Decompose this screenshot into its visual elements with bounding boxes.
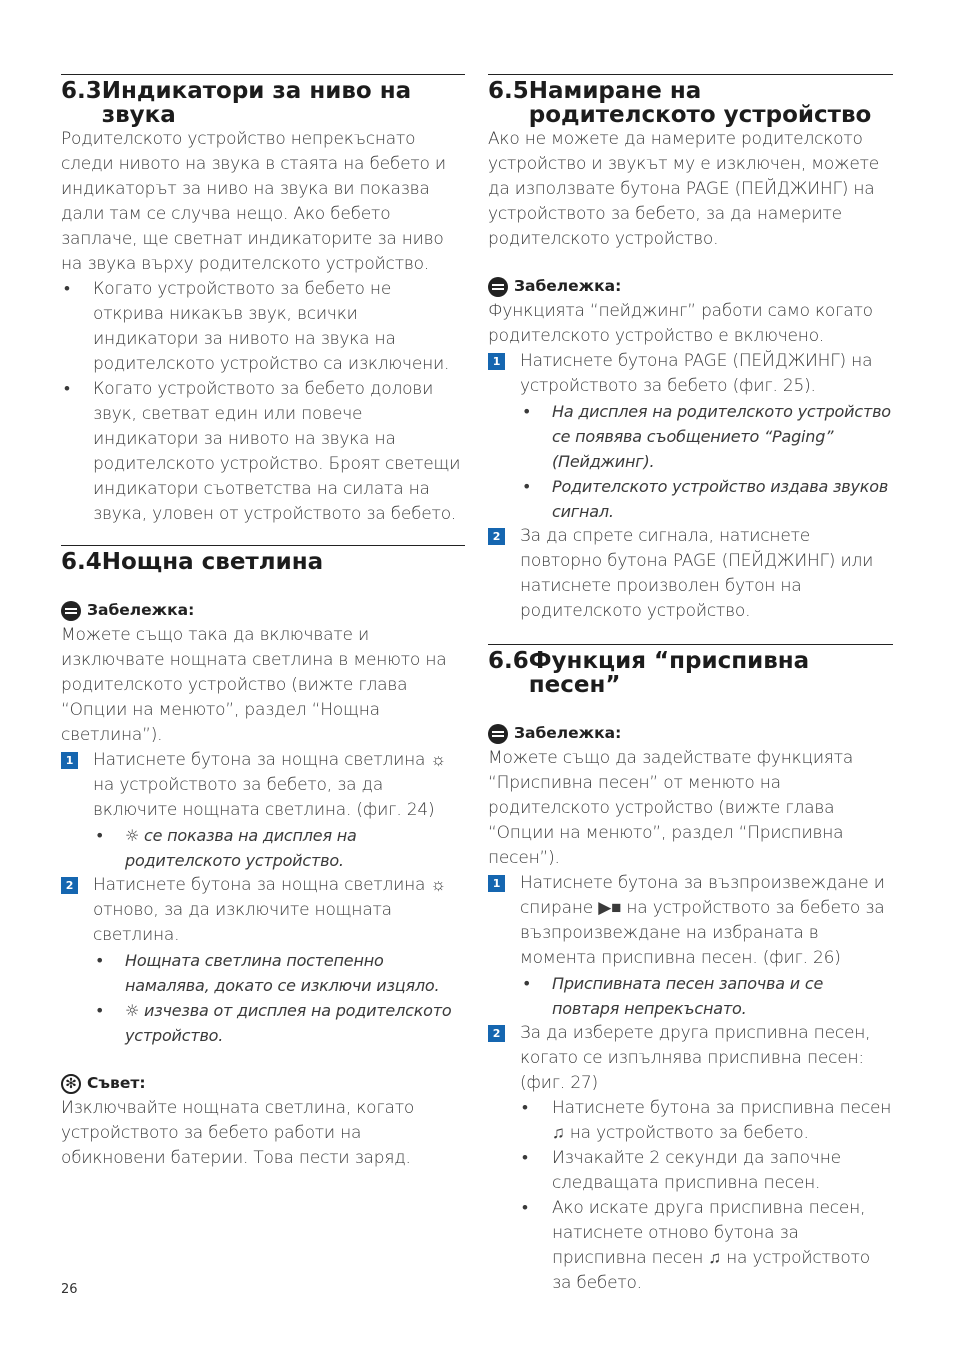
section-number: 6.5 [488,78,529,104]
section-6-3 [61,74,465,527]
section-number: 6.4 [61,549,102,575]
tip-heading [61,1071,465,1096]
step-text: Натиснете бутона за нощна светлина ☼ на устройството за бебето, за да включите нощната светлина. (фиг. 24) [93,750,446,820]
step-text: Натиснете бутона за възпроизвеждане и спиране ▶■ на устройството за бебето за възпроизвеждане на избраната в момента приспивна песен. (фиг. 26) [520,873,885,968]
list-item: • Ако искате друга приспивна песен, натиснете отново бутона за приспивна песен ♫ на устройството за бебето. [488,1196,893,1296]
section-number: 6.6 [488,648,529,674]
section-title: Нощна светлина [101,549,324,575]
note-text: Можете също така да включвате и изключвате нощната светлина в менюто на родителското устройство (вижте глава “Опции на менюто”, раздел “Нощна светлина”). [61,625,447,745]
note-heading [488,274,893,299]
step-number: 2 [61,877,78,894]
step [61,748,465,823]
step-number: 1 [488,353,505,370]
step-text: Натиснете бутона за нощна светлина ☼ отново, за да изключите нощната светлина. [93,875,446,945]
step-text: За да изберете друга приспивна песен, когато се изпълнява приспивна песен: (фиг. 27) [520,1023,871,1093]
list-item: • Когато устройството за бебето долови звук, светват един или повече индикатори за нивото на звука на родителското устройство. Броят светещи индикатори съответства на силата на звука, уловен от устройството за бебето. [61,377,465,527]
note-label: Забележка: [514,724,622,742]
tip-icon: ✻ [61,1074,81,1094]
right-column [488,74,893,1296]
section-6-6 [488,644,893,1296]
step [488,349,893,399]
list-item: • Натиснете бутона за приспивна песен ♫ на устройството за бебето. [488,1096,893,1146]
step-number: 2 [488,1025,505,1042]
list-item: • ☼ се показва на дисплея на родителското устройство. [61,823,465,873]
section-number: 6.3 [61,78,102,104]
list-item: • Изчакайте 2 секунди да започне следващата приспивна песен. [488,1146,893,1196]
paragraph: Родителското устройство непрекъснато следи нивото на звука в стаята на бебето и индикаторът за ниво на звука ви показва дали там се случва нещо. Ако бебето заплаче, ще светнат индикаторите за ниво на звука върху родителското устройство. [61,129,446,274]
step-text: Натиснете бутона PAGE (ПЕЙДЖИНГ) на устройството за бебето (фиг. 25). [520,351,873,396]
page-number: 26 [61,1282,78,1297]
section-6-4 [61,545,465,1171]
tip-text: Изключвайте нощната светлина, когато устройството за бебето работи на обикновени батерии. Това пести заряд. [61,1098,415,1168]
step [488,524,893,624]
step-number: 2 [488,528,505,545]
step-number: 1 [61,752,78,769]
step [488,1021,893,1096]
step-text: За да спрете сигнала, натиснете повторно бутона PAGE (ПЕЙДЖИНГ) или натиснете произволен бутон на родителското устройство. [520,526,874,621]
note-text: Можете също да задействате функцията “Приспивна песен” от менюто на родителското устройство (вижте глава “Опции на менюто”, раздел “Приспивна песен”). [488,748,854,868]
note-heading [61,598,465,623]
note-heading [488,721,893,746]
section-title: Функция “приспивна песен” [528,648,810,698]
section-6-5 [488,74,893,624]
note-icon [488,724,508,744]
paragraph: Ако не можете да намерите родителското устройство и звукът му е изключен, можете да използвате бутона PAGE (ПЕЙДЖИНГ) на устройството за бебето, за да намерите родителското устройство. [488,129,880,249]
note-label: Забележка: [514,277,622,295]
note-icon [488,277,508,297]
list-item: • Приспивната песен започва и се повтаря непрекъснато. [488,971,893,1021]
step [488,871,893,971]
step-number: 1 [488,875,505,892]
note-icon [61,601,81,621]
list-item: • Родителското устройство издава звуков сигнал. [488,474,893,524]
left-column [61,74,465,1171]
list-item: • ☼ изчезва от дисплея на родителското устройство. [61,998,465,1048]
note-text: Функцията “пейджинг” работи само когато родителското устройство е включено. [488,301,873,346]
note-label: Забележка: [87,601,195,619]
list-item: • Когато устройството за бебето не открива никакъв звук, всички индикатори за нивото на звука на родителското устройство са изключени. [61,277,465,377]
section-title: Индикатори за ниво на звука [101,78,412,128]
step [61,873,465,948]
tip-label: Съвет: [87,1074,146,1092]
list-item: • На дисплея на родителското устройство се появява съобщението “Paging” (Пейджинг). [488,399,893,474]
list-item: • Нощната светлина постепенно намалява, докато се изключи изцяло. [61,948,465,998]
section-title: Намиране на родителското устройство [528,78,872,128]
